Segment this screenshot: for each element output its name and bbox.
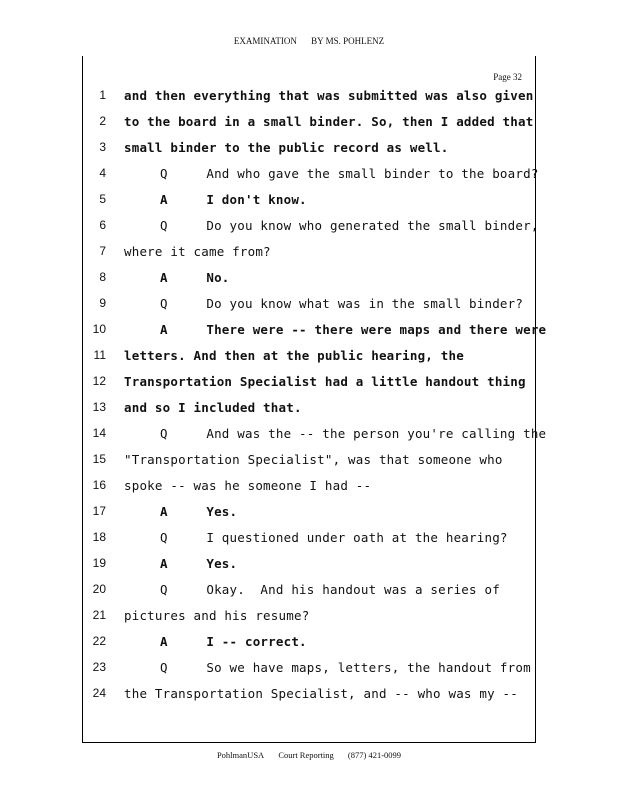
header-examiner: BY MS. POHLENZ [311,36,385,46]
line-text: small binder to the public record as well. [124,140,449,155]
transcript-line [0,238,618,264]
line-text: Transportation Specialist had a little handout thing [124,374,526,389]
line-number: 17 [92,504,106,518]
line-number: 4 [99,166,106,180]
transcript-line [0,134,618,160]
line-number: 20 [92,582,106,596]
transcript-line [0,446,618,472]
footer-phone: (877) 421-0099 [347,750,402,760]
line-number: 13 [92,400,106,414]
line-number: 1 [99,88,106,102]
line-number: 16 [92,478,106,492]
transcript-line [0,160,618,186]
transcript-line [0,290,618,316]
transcript-line [0,680,618,706]
line-text: "Transportation Specialist", was that someone who [124,452,503,467]
line-number: 11 [93,348,106,362]
footer-service: Court Reporting [278,750,334,760]
line-text: Q I questioned under oath at the hearing? [160,530,508,545]
transcript-line [0,212,618,238]
line-number: 3 [99,140,106,154]
transcript-line [0,186,618,212]
line-text: A Yes. [160,556,238,571]
line-number: 21 [92,608,106,622]
header-section: EXAMINATION [233,36,297,46]
line-number: 6 [99,218,106,232]
line-number: 8 [99,270,106,284]
line-number: 7 [99,244,106,258]
line-number: 9 [99,296,106,310]
line-number: 23 [92,660,106,674]
line-text: Q Do you know who generated the small binder, [160,218,539,233]
transcript-line [0,498,618,524]
line-text: letters. And then at the public hearing, the [124,348,464,363]
line-text: A No. [160,270,230,285]
line-text: and so I included that. [124,400,302,415]
line-text: spoke -- was he someone I had -- [124,478,372,493]
transcript-line [0,316,618,342]
line-text: Q And who gave the small binder to the board? [160,166,539,181]
transcript-line [0,368,618,394]
line-text: to the board in a small binder. So, then I added that [124,114,534,129]
page-number: Page 32 [493,72,522,82]
transcript-line [0,576,618,602]
transcript-line [0,550,618,576]
footer-company: PohlmanUSA [216,750,265,760]
line-text: A I -- correct. [160,634,307,649]
transcript-line [0,264,618,290]
line-number: 10 [92,322,106,336]
line-number: 12 [92,374,106,388]
line-text: where it came from? [124,244,271,259]
transcript-line [0,472,618,498]
line-text: Q And was the -- the person you're calling the [160,426,547,441]
line-number: 5 [99,192,106,206]
transcript-line [0,628,618,654]
line-number: 2 [99,114,106,128]
page-footer [0,750,618,760]
transcript-line [0,654,618,680]
line-text: and then everything that was submitted was also given [124,88,534,103]
transcript-line [0,602,618,628]
line-number: 24 [92,686,106,700]
line-number: 14 [92,426,106,440]
line-number: 15 [92,452,106,466]
page-header [0,36,618,46]
line-text: pictures and his resume? [124,608,310,623]
line-number: 22 [92,634,106,648]
transcript-line [0,342,618,368]
transcript-line [0,420,618,446]
transcript-line [0,108,618,134]
line-text: Q So we have maps, letters, the handout from [160,660,531,675]
line-text: A Yes. [160,504,238,519]
line-number: 18 [92,530,106,544]
line-text: the Transportation Specialist, and -- who was my -- [124,686,519,701]
line-text: Q Okay. And his handout was a series of [160,582,500,597]
line-text: A I don't know. [160,192,307,207]
transcript-line [0,82,618,108]
line-number: 19 [92,556,106,570]
transcript-line [0,394,618,420]
transcript-line [0,524,618,550]
line-text: A There were -- there were maps and there were [160,322,547,337]
line-text: Q Do you know what was in the small binder? [160,296,524,311]
